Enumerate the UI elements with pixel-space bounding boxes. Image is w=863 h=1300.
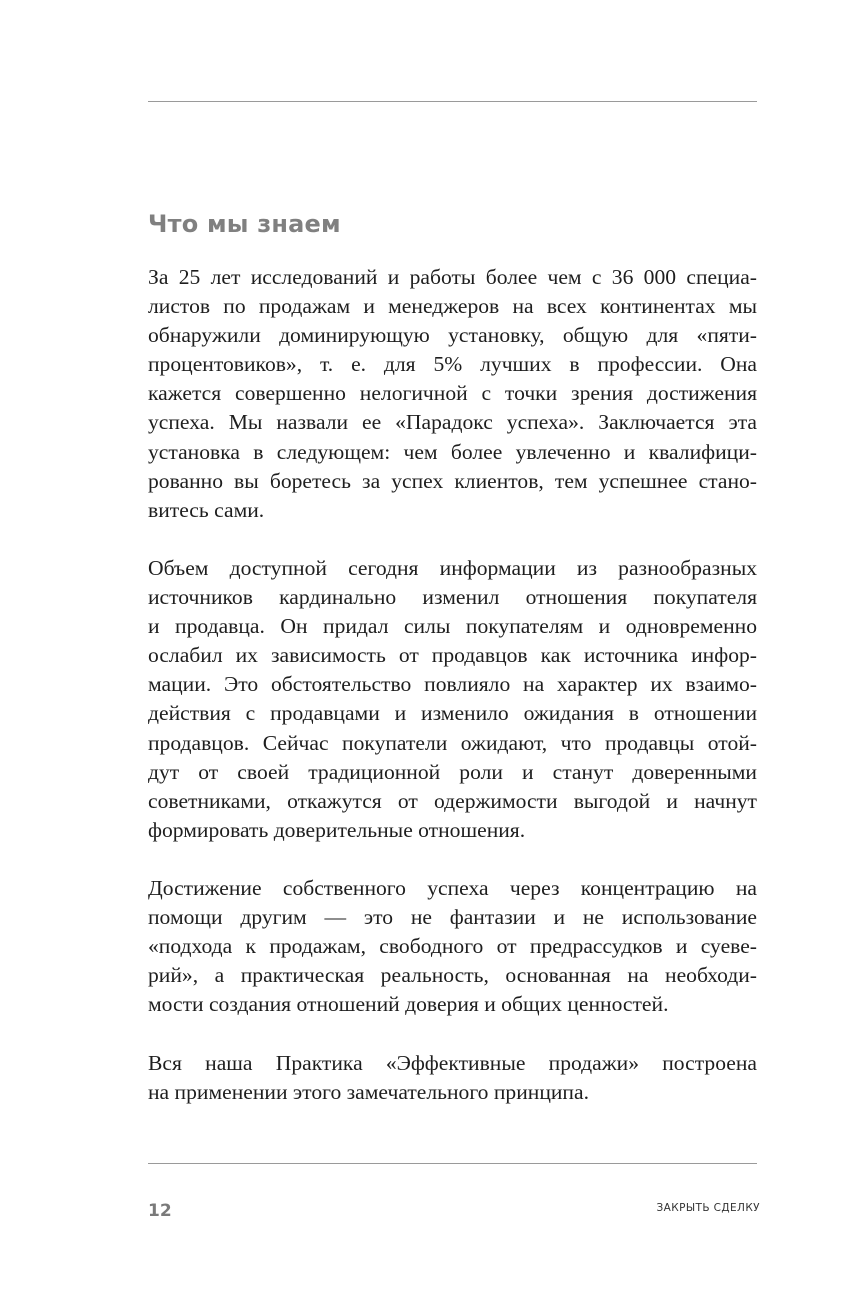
text-line: действия с продавцами и изменило ожидания в отношении [148, 701, 757, 726]
text-line: установка в следующем: чем более увлеченно и квалифици- [148, 439, 757, 464]
text-line: За 25 лет исследований и работы более чем с 36 000 специа- [148, 265, 757, 289]
body-text [148, 263, 757, 1136]
text-line: Вся наша Практика «Эффективные продажи» построена [148, 1050, 757, 1075]
footer-rule [148, 1163, 757, 1164]
text-line: формировать доверительные отношения. [148, 817, 526, 842]
text-line: Достижение собственного успеха через концентрацию на [148, 875, 757, 900]
paragraph-2 [148, 554, 757, 845]
paragraph-1 [148, 263, 757, 525]
text-line: продавцов. Сейчас покупатели ожидают, что продавцы отой- [148, 730, 757, 755]
text-line: источников кардинально изменил отношения покупателя [148, 585, 757, 610]
text-line: кажется совершенно нелогичной с точки зрения достижения [148, 381, 757, 406]
text-line: помощи другим — это не фантазии и не использование [148, 905, 757, 930]
text-line: успеха. Мы назвали ее «Парадокс успеха». Заключается эта [148, 410, 757, 435]
text-line: мации. Это обстоятельство повлияло на характер их взаимо- [148, 672, 757, 697]
text-line: ослабил их зависимость от продавцов как источника инфор- [148, 643, 757, 668]
running-title: ЗАКРЫТЬ СДЕЛКУ [656, 1202, 760, 1214]
paragraph-4 [148, 1049, 757, 1107]
text-line: рий», а практическая реальность, основанная на необходи- [148, 963, 757, 988]
text-line: советниками, откажутся от одержимости выгодой и начнут [148, 788, 757, 813]
text-line: «подхода к продажам, свободного от предрассудков и суеве- [148, 934, 757, 959]
header-rule [148, 101, 757, 102]
text-line: витесь сами. [148, 497, 265, 522]
text-line: обнаружили доминирующую установку, общую для «пяти- [148, 323, 757, 348]
text-line: дут от своей традиционной роли и станут доверенными [148, 759, 757, 784]
text-line: листов по продажам и менеджеров на всех континентах мы [148, 294, 757, 319]
text-line: процентовиков», т. е. для 5% лучших в профессии. Она [148, 352, 757, 377]
text-line: рованно вы боретесь за успех клиентов, тем успешнее стано- [148, 468, 757, 493]
page-number: 12 [148, 1201, 172, 1221]
section-heading: Что мы знаем [148, 210, 341, 238]
text-line: и продавца. Он придал силы покупателям и одновременно [148, 614, 757, 639]
paragraph-3 [148, 874, 757, 1019]
text-line: на применении этого замечательного принципа. [148, 1079, 589, 1104]
text-line: Объем доступной сегодня информации из разнообразных [148, 555, 757, 580]
text-line: мости создания отношений доверия и общих ценностей. [148, 992, 669, 1017]
